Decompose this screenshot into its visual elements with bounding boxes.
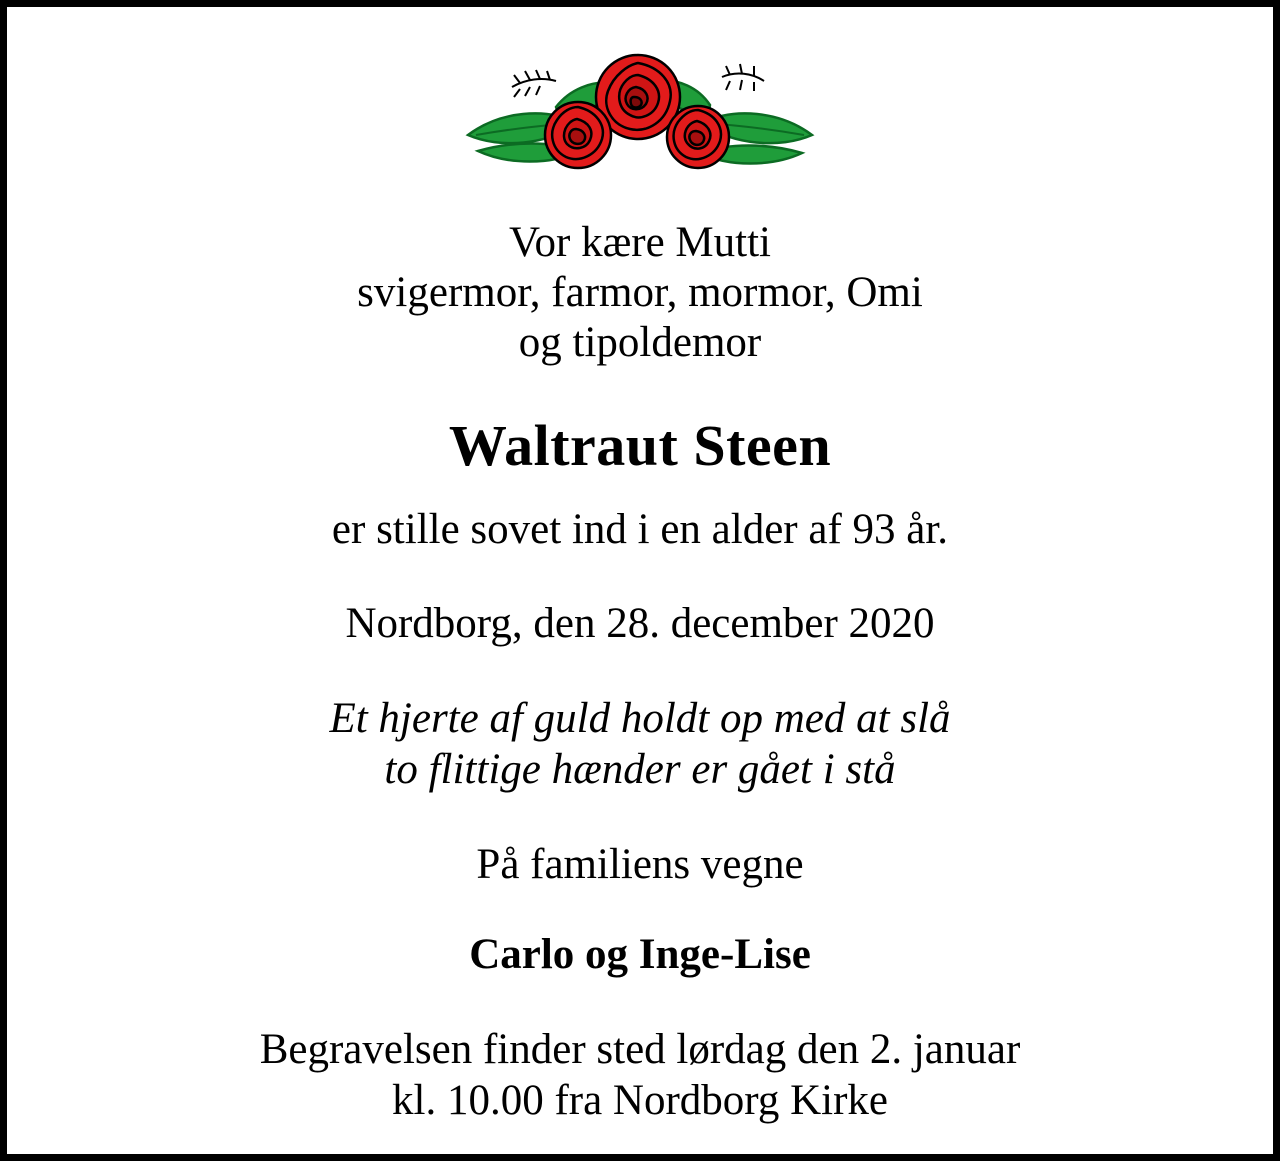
intro-line-3: og tipoldemor xyxy=(518,318,762,366)
funeral-details xyxy=(7,1024,1273,1127)
signers: Carlo og Inge-Lise xyxy=(469,930,811,978)
notice-text xyxy=(7,218,1273,1127)
funeral-line-1: Begravelsen finder sted lørdag den 2. januar xyxy=(259,1025,1021,1073)
verse-line-1: Et hjerte af guld holdt op med at slå xyxy=(329,694,951,742)
funeral-line-2: kl. 10.00 fra Nordborg Kirke xyxy=(392,1077,888,1125)
age-line: er stille sovet ind i en alder af 93 år. xyxy=(331,505,949,553)
intro-lines xyxy=(7,218,1273,368)
place-and-date: Nordborg, den 28. december 2020 xyxy=(345,599,935,647)
intro-line-2: svigermor, farmor, mormor, Omi xyxy=(357,268,923,316)
verse xyxy=(7,693,1273,796)
red-roses-bouquet-icon xyxy=(460,49,820,174)
on-behalf-line: På familiens vegne xyxy=(476,840,804,888)
verse-line-2: to flittige hænder er gået i stå xyxy=(384,746,896,794)
intro-line-1: Vor kære Mutti xyxy=(509,219,771,266)
deceased-name: Waltraut Steen xyxy=(448,412,832,478)
